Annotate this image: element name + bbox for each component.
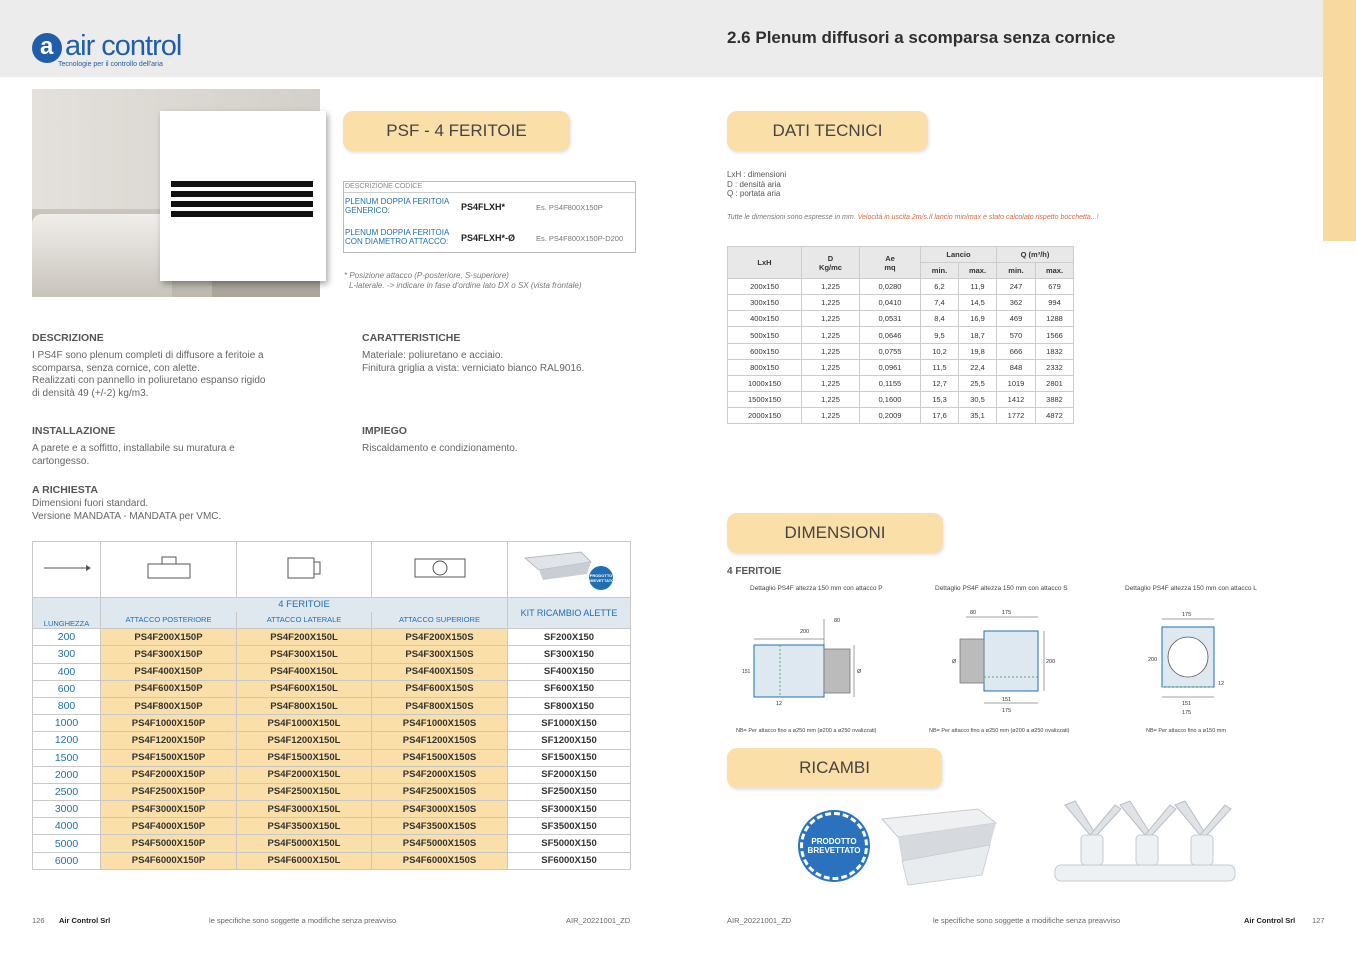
dim-label-diameter: Ø <box>952 659 957 665</box>
table-row <box>33 852 631 869</box>
dimensioni-pill: DIMENSIONI <box>727 513 943 553</box>
h-lancio-max: max. <box>959 263 997 279</box>
length-cell: 4000 <box>33 818 101 835</box>
text-line: A parete e a soffitto, installabile su muratura e <box>32 443 235 454</box>
side-code-cell: PS4F1500X150L <box>237 749 372 766</box>
kit-code-cell: SF800X150 <box>508 697 631 714</box>
table-cell: 2000x150 <box>728 407 802 423</box>
length-cell: 1200 <box>33 732 101 749</box>
legend-line: D : densità aria <box>727 179 781 189</box>
length-cell: 2500 <box>33 783 101 800</box>
length-cell: 300 <box>33 646 101 663</box>
text-line: Dimensioni fuori standard. <box>32 498 149 509</box>
table-cell: 1412 <box>997 391 1036 407</box>
kit-image <box>508 542 631 598</box>
table-cell: 1,225 <box>802 327 860 343</box>
footer-left-page: 126 <box>32 916 45 925</box>
table-cell: 0,2009 <box>860 407 921 423</box>
kit-code-cell: SF300X150 <box>508 646 631 663</box>
col-length-header: LUNGHEZZA <box>33 598 101 629</box>
table-row <box>728 327 1074 343</box>
legend-line: LxH : dimensioni <box>727 170 787 179</box>
rear-code-cell: PS4F1200X150P <box>101 732 237 749</box>
richiesta-text <box>32 498 221 523</box>
table-cell: 1,225 <box>802 391 860 407</box>
table-cell: 16,9 <box>959 311 997 327</box>
rear-code-cell: PS4F3000X150P <box>101 801 237 818</box>
kit-code-cell: SF1000X150 <box>508 715 631 732</box>
side-code-cell: PS4F200X150L <box>237 629 372 646</box>
h-lxh: LxH <box>728 247 802 279</box>
table-row <box>33 663 631 680</box>
footer-right-code: AIR_20221001_ZD <box>727 916 792 925</box>
table-cell: 11,9 <box>959 279 997 295</box>
table-row <box>728 407 1074 423</box>
dati-header-row <box>728 247 1074 263</box>
table-cell: 2332 <box>1036 359 1074 375</box>
codice-note-2: L-laterale. -> indicare in fase d'ordine lato DX o SX (vista frontale) <box>349 281 582 290</box>
table-row <box>33 715 631 732</box>
group-header-row <box>33 598 631 612</box>
table-cell: 800x150 <box>728 359 802 375</box>
kit-code-cell: SF3500X150 <box>508 818 631 835</box>
top-code-cell: PS4F1200X150S <box>372 732 508 749</box>
table-cell: 1,225 <box>802 295 860 311</box>
drawing-2-note: NB= Per attacco fino a ø250 mm (ø200 a ø250 ovalizzati) <box>929 728 1070 734</box>
h-ae-line1: Ae <box>885 253 895 263</box>
table-row <box>33 629 631 646</box>
header-band <box>0 0 1356 77</box>
kit-code-cell: SF5000X150 <box>508 835 631 852</box>
dati-tecnici-pill: DATI TECNICI <box>727 111 928 151</box>
table-cell: 30,5 <box>959 391 997 407</box>
table-row <box>33 697 631 714</box>
top-code-cell: PS4F400X150S <box>372 663 508 680</box>
dim-label-175: 175 <box>1002 708 1012 714</box>
table-cell: 7,4 <box>921 295 959 311</box>
table-row <box>33 818 631 835</box>
top-code-cell: PS4F200X150S <box>372 629 508 646</box>
table-cell: 1772 <box>997 407 1036 423</box>
dim-label-diameter: Ø <box>857 669 862 675</box>
table-cell: 0,0410 <box>860 295 921 311</box>
top-code-cell: PS4F6000X150S <box>372 852 508 869</box>
table-row <box>728 375 1074 391</box>
table-cell: 400x150 <box>728 311 802 327</box>
side-code-cell: PS4F1200X150L <box>237 732 372 749</box>
dim-label-151: 151 <box>1182 701 1192 707</box>
top-code-cell: PS4F1500X150S <box>372 749 508 766</box>
table-row <box>728 391 1074 407</box>
length-cell: 400 <box>33 663 101 680</box>
svg-text:BREVETTATO: BREVETTATO <box>587 578 615 583</box>
descrizione-text <box>32 350 266 400</box>
legend-line: Q : portata aria <box>727 189 781 198</box>
top-code-cell: PS4F800X150S <box>372 697 508 714</box>
codice-example-2: Es. PS4F800X150P-D200 <box>536 234 624 243</box>
table-row <box>728 295 1074 311</box>
dim-label-175: 175 <box>1182 612 1192 618</box>
text-line: Finitura griglia a vista: verniciato bianco RAL9016. <box>362 362 585 374</box>
length-cell: 2000 <box>33 766 101 783</box>
h-d-line2: Kg/mc <box>819 262 842 272</box>
footer-right-page: 127 <box>1312 916 1325 925</box>
table-cell: 469 <box>997 311 1036 327</box>
table-cell: 10,2 <box>921 343 959 359</box>
rear-code-cell: PS4F2500X150P <box>101 783 237 800</box>
codice-note-1: * Posizione attacco (P-posteriore, S-superiore) <box>344 271 509 280</box>
top-code-cell: PS4F5000X150S <box>372 835 508 852</box>
rear-code-cell: PS4F1500X150P <box>101 749 237 766</box>
svg-text:PRODOTTO: PRODOTTO <box>589 573 613 578</box>
codes-body <box>33 629 631 870</box>
text-line: I PS4F sono plenum completi di diffusore a feritoie a <box>32 350 264 361</box>
drawing-1-title: Dettaglio PS4F altezza 150 mm con attacco P <box>750 585 883 592</box>
dim-label-80: 80 <box>970 610 977 616</box>
table-cell: 25,5 <box>959 375 997 391</box>
slot-line <box>171 201 313 207</box>
table-row <box>33 801 631 818</box>
dim-label-175: 175 <box>1002 610 1012 616</box>
kit-code-cell: SF200X150 <box>508 629 631 646</box>
dati-body <box>728 279 1074 424</box>
slot-line <box>171 181 313 187</box>
drawing-3-title: Dettaglio PS4F altezza 150 mm con attacco L <box>1125 585 1257 592</box>
table-cell: 0,0961 <box>860 359 921 375</box>
caratteristiche-text <box>362 350 584 375</box>
rear-code-cell: PS4F2000X150P <box>101 766 237 783</box>
spare-profile-image <box>878 805 1003 890</box>
col-kit-header: KIT RICAMBIO ALETTE <box>508 598 631 629</box>
rear-code-cell: PS4F6000X150P <box>101 852 237 869</box>
table-cell: 11,5 <box>921 359 959 375</box>
divider <box>344 192 635 193</box>
length-cell: 1000 <box>33 715 101 732</box>
icons-row <box>33 542 631 598</box>
dim-label-80: 80 <box>834 618 841 624</box>
codice-example-1: Es. PS4F800X150P <box>536 203 603 212</box>
dim-label-175: 175 <box>1182 710 1192 716</box>
footer-left-notice: le specifiche sono soggette a modifiche senza preavviso <box>209 916 397 925</box>
text-line: Versione MANDATA - MANDATA per VMC. <box>32 510 222 522</box>
table-cell: 8,4 <box>921 311 959 327</box>
table-cell: 1288 <box>1036 311 1074 327</box>
kit-code-cell: SF1200X150 <box>508 732 631 749</box>
impiego-heading: IMPIEGO <box>362 425 407 437</box>
table-row <box>33 783 631 800</box>
table-cell: 22,4 <box>959 359 997 375</box>
richiesta-heading: A RICHIESTA <box>32 484 98 496</box>
h-d-line1: D <box>827 253 834 263</box>
kit-code-cell: SF400X150 <box>508 663 631 680</box>
codice-code-1: PS4FLXH* <box>461 202 506 212</box>
table-cell: 1,225 <box>802 359 860 375</box>
table-row <box>33 680 631 697</box>
top-code-cell: PS4F1000X150S <box>372 715 508 732</box>
footer-right-notice: le specifiche sono soggette a modifiche senza preavviso <box>933 916 1121 925</box>
table-row <box>728 279 1074 295</box>
footer-right-company: Air Control Srl <box>1244 916 1296 925</box>
drawing-2-top <box>950 605 1060 720</box>
col-lat-header: ATTACCO LATERALE <box>237 612 372 629</box>
table-cell: 1,225 <box>802 279 860 295</box>
text-line: Realizzati con pannello in poliuretano espanso rigido <box>32 375 266 386</box>
table-cell: 679 <box>1036 279 1074 295</box>
top-code-cell: PS4F3000X150S <box>372 801 508 818</box>
logo-letter: a <box>40 33 54 60</box>
h-lancio-min: min. <box>921 263 959 279</box>
codice-box <box>343 181 636 253</box>
dim-label-12: 12 <box>776 701 783 707</box>
table-cell: 0,1155 <box>860 375 921 391</box>
table-cell: 3882 <box>1036 391 1074 407</box>
side-code-cell: PS4F3500X150L <box>237 818 372 835</box>
drawing-3-side <box>1140 605 1240 720</box>
length-cell: 3000 <box>33 801 101 818</box>
table-cell: 14,5 <box>959 295 997 311</box>
h-ae <box>860 247 921 279</box>
table-cell: 0,0646 <box>860 327 921 343</box>
text-line: scomparsa, senza cornice, con alette. <box>32 362 200 374</box>
length-cell: 600 <box>33 680 101 697</box>
rear-code-cell: PS4F5000X150P <box>101 835 237 852</box>
codice-code-2: PS4FLXH*-Ø <box>461 233 516 243</box>
drawing-1-note: NB= Per attacco fino a ø250 mm (ø200 a ø250 ovalizzati) <box>736 728 877 734</box>
installazione-heading: INSTALLAZIONE <box>32 425 116 437</box>
dim-label-12: 12 <box>1218 681 1225 687</box>
table-cell: 247 <box>997 279 1036 295</box>
table-cell: 18,7 <box>959 327 997 343</box>
caratteristiche-heading: CARATTERISTICHE <box>362 332 461 344</box>
top-code-cell: PS4F600X150S <box>372 680 508 697</box>
h-q-min: min. <box>997 263 1036 279</box>
h-ae-line2: mq <box>884 262 896 272</box>
h-lancio: Lancio <box>921 247 997 263</box>
table-cell: 848 <box>997 359 1036 375</box>
table-cell: 4872 <box>1036 407 1074 423</box>
side-code-cell: PS4F2500X150L <box>237 783 372 800</box>
logo-tagline: Tecnologie per il controllo dell'aria <box>58 61 163 68</box>
length-arrow-icon <box>33 542 101 598</box>
side-code-cell: PS4F300X150L <box>237 646 372 663</box>
table-cell: 666 <box>997 343 1036 359</box>
table-cell: 500x150 <box>728 327 802 343</box>
kit-code-cell: SF2500X150 <box>508 783 631 800</box>
table-cell: 1,225 <box>802 407 860 423</box>
length-cell: 5000 <box>33 835 101 852</box>
dim-label-200: 200 <box>1046 659 1056 665</box>
table-row <box>33 749 631 766</box>
side-code-cell: PS4F1000X150L <box>237 715 372 732</box>
kit-code-cell: SF2000X150 <box>508 766 631 783</box>
side-connection-icon <box>237 542 372 598</box>
footer-left-company: Air Control Srl <box>59 916 111 925</box>
dim-label-151: 151 <box>742 669 751 675</box>
rear-code-cell: PS4F4000X150P <box>101 818 237 835</box>
air-control-logo <box>32 30 192 72</box>
dati-legend <box>727 170 786 199</box>
product-pill: PSF - 4 FERITOIE <box>343 111 570 151</box>
kit-code-cell: SF1500X150 <box>508 749 631 766</box>
table-row <box>33 732 631 749</box>
rear-code-cell: PS4F400X150P <box>101 663 237 680</box>
table-cell: 1019 <box>997 375 1036 391</box>
top-code-cell: PS4F300X150S <box>372 646 508 663</box>
rear-code-cell: PS4F800X150P <box>101 697 237 714</box>
length-cell: 800 <box>33 697 101 714</box>
dati-note <box>727 214 1099 221</box>
side-code-cell: PS4F3000X150L <box>237 801 372 818</box>
drawing-2-title: Dettaglio PS4F altezza 150 mm con attacco S <box>935 585 1068 592</box>
table-row <box>728 343 1074 359</box>
top-code-cell: PS4F2500X150S <box>372 783 508 800</box>
table-cell: 200x150 <box>728 279 802 295</box>
diffuser-panel-image <box>160 111 326 281</box>
table-cell: 15,3 <box>921 391 959 407</box>
badge-line-1: PRODOTTO <box>811 837 857 846</box>
text-line: cartongesso. <box>32 455 90 467</box>
kit-code-cell: SF600X150 <box>508 680 631 697</box>
installazione-text <box>32 443 235 468</box>
side-code-cell: PS4F5000X150L <box>237 835 372 852</box>
top-code-cell: PS4F2000X150S <box>372 766 508 783</box>
table-cell: 12,7 <box>921 375 959 391</box>
table-cell: 35,1 <box>959 407 997 423</box>
side-code-cell: PS4F6000X150L <box>237 852 372 869</box>
side-accent-bar <box>1323 0 1356 241</box>
table-cell: 300x150 <box>728 295 802 311</box>
h-q-max: max. <box>1036 263 1074 279</box>
table-row <box>33 646 631 663</box>
rear-code-cell: PS4F300X150P <box>101 646 237 663</box>
table-cell: 9,5 <box>921 327 959 343</box>
side-code-cell: PS4F800X150L <box>237 697 372 714</box>
col-sup-header: ATTACCO SUPERIORE <box>372 612 508 629</box>
photo-bed <box>32 214 172 297</box>
codice-desc-2: PLENUM DOPPIA FERITOIA CON DIAMETRO ATTACCO: <box>345 228 449 246</box>
patented-badge <box>800 812 868 880</box>
kit-code-cell: SF6000X150 <box>508 852 631 869</box>
table-cell: 570 <box>997 327 1036 343</box>
codice-desc-1: PLENUM DOPPIA FERITOIA GENERICO: <box>345 197 449 215</box>
footer-left-code: AIR_20221001_ZD <box>566 916 631 925</box>
table-cell: 0,1600 <box>860 391 921 407</box>
text-line: Materiale: poliuretano e acciaio. <box>362 350 504 361</box>
table-cell: 1566 <box>1036 327 1074 343</box>
table-cell: 1,225 <box>802 311 860 327</box>
table-cell: 1,225 <box>802 375 860 391</box>
kit-code-cell: SF3000X150 <box>508 801 631 818</box>
side-code-cell: PS4F600X150L <box>237 680 372 697</box>
note-red: Velocità in uscita 2m/s.Il lancio min/max è stato calcolato rispetto bocchetta...! <box>857 214 1099 221</box>
h-d <box>802 247 860 279</box>
table-cell: 2801 <box>1036 375 1074 391</box>
col-post-header: ATTACCO POSTERIORE <box>101 612 237 629</box>
rear-connection-icon <box>101 542 237 598</box>
table-cell: 362 <box>997 295 1036 311</box>
table-row <box>728 311 1074 327</box>
codes-table <box>32 541 631 870</box>
dati-table <box>727 246 1074 424</box>
slot-line <box>171 211 313 217</box>
top-code-cell: PS4F3500X150S <box>372 818 508 835</box>
table-row <box>728 359 1074 375</box>
table-cell: 0,0755 <box>860 343 921 359</box>
dim-label-151: 151 <box>1002 697 1012 703</box>
text-line: di densità 49 (+/-2) kg/m3. <box>32 387 149 399</box>
table-cell: 1500x150 <box>728 391 802 407</box>
rear-code-cell: PS4F1000X150P <box>101 715 237 732</box>
length-cell: 200 <box>33 629 101 646</box>
dimensioni-subtitle: 4 FERITOIE <box>727 566 782 577</box>
dim-label-200: 200 <box>1148 657 1158 663</box>
length-cell: 6000 <box>33 852 101 869</box>
top-connection-icon <box>372 542 508 598</box>
badge-line-2: BREVETTATO <box>807 846 861 855</box>
side-code-cell: PS4F400X150L <box>237 663 372 680</box>
ricambi-pill: RICAMBI <box>727 748 942 788</box>
logo-text: air control <box>65 30 182 62</box>
page-title: 2.6 Plenum diffusori a scomparsa senza cornice <box>727 28 1116 47</box>
table-cell: 0,0280 <box>860 279 921 295</box>
impiego-text: Riscaldamento e condizionamento. <box>362 443 518 454</box>
codice-header: DESCRIZIONE CODICE <box>345 183 423 190</box>
table-cell: 1000x150 <box>728 375 802 391</box>
descrizione-heading: DESCRIZIONE <box>32 332 104 344</box>
rear-code-cell: PS4F200X150P <box>101 629 237 646</box>
h-q: Q (m³/h) <box>997 247 1074 263</box>
table-row <box>33 835 631 852</box>
spare-fins-image <box>1045 795 1245 890</box>
table-cell: 994 <box>1036 295 1074 311</box>
table-cell: 6,2 <box>921 279 959 295</box>
table-cell: 17,6 <box>921 407 959 423</box>
note-plain: Tutte le dimensioni sono espresse in mm. <box>727 214 856 221</box>
table-row <box>33 766 631 783</box>
group-header: 4 FERITOIE <box>101 598 508 612</box>
drawing-3-note: NB= Per attacco fino a ø150 mm <box>1146 728 1226 734</box>
table-cell: 1832 <box>1036 343 1074 359</box>
table-cell: 19,8 <box>959 343 997 359</box>
rear-code-cell: PS4F600X150P <box>101 680 237 697</box>
length-cell: 1500 <box>33 749 101 766</box>
slot-line <box>171 191 313 197</box>
dim-label-200: 200 <box>800 629 810 635</box>
drawing-1-rear <box>740 605 870 720</box>
table-cell: 1,225 <box>802 343 860 359</box>
side-code-cell: PS4F2000X150L <box>237 766 372 783</box>
table-cell: 600x150 <box>728 343 802 359</box>
table-cell: 0,0531 <box>860 311 921 327</box>
